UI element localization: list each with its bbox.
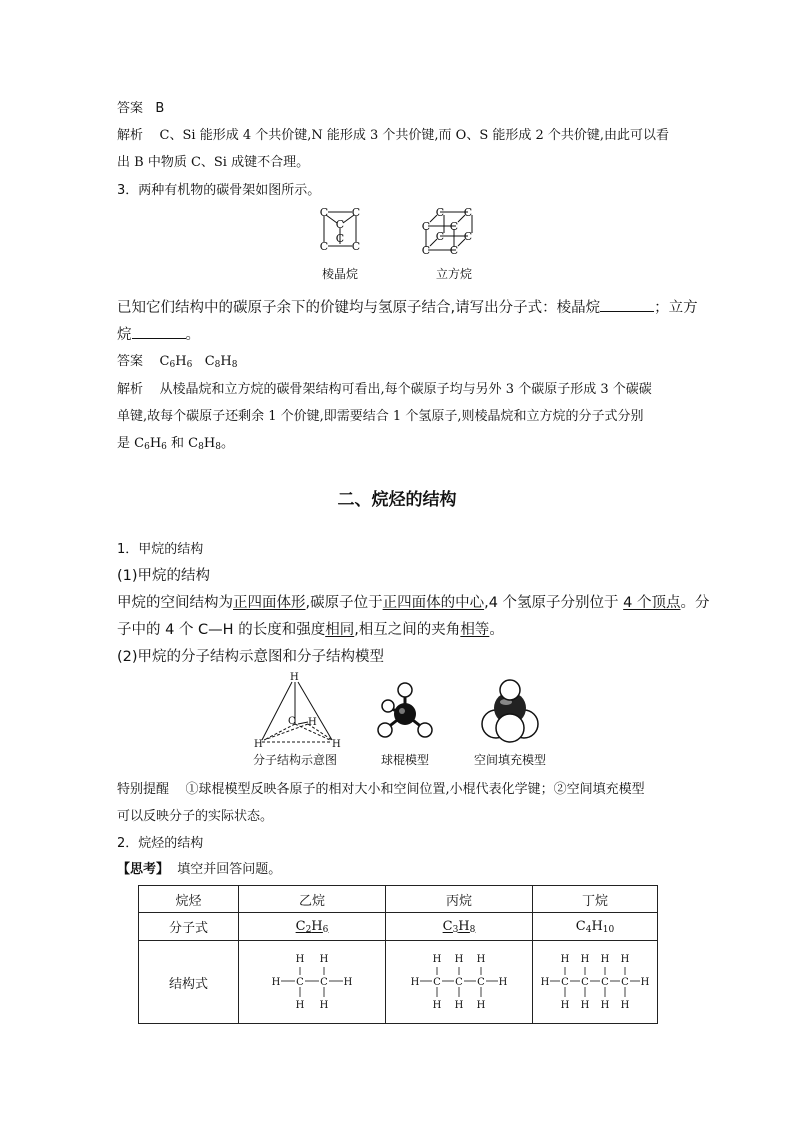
s1-sub2: (2)甲烷的分子结构示意图和分子结构模型 xyxy=(117,649,385,665)
hydrogen-atom: H xyxy=(476,954,486,965)
q3-question-line1: 已知它们结构中的碳原子余下的价键均与氢原子结合,请写出分子式：棱晶烷 ；立方 xyxy=(117,296,698,317)
hydrogen-atom: H xyxy=(295,1000,305,1011)
header-cell: 乙烷 xyxy=(239,886,386,913)
cubane-atoms xyxy=(422,206,472,257)
svg-text:C: C xyxy=(335,218,345,231)
ethane-formula: $C_2H_6$ xyxy=(239,913,386,941)
think-line: 【思考】 填空并回答问题。 xyxy=(117,862,282,877)
q3-analysis-line2: 单键,故每个碳原子还剩余 1 个价键,即需要结合 1 个氢原子,则棱晶烷和立方烷的分子式分别 xyxy=(117,409,644,424)
hydrogen-atom: H xyxy=(580,954,590,965)
svg-text:C: C xyxy=(421,220,431,233)
ball-stick-model xyxy=(378,683,432,737)
tip-label: 特别提醒 xyxy=(117,782,170,797)
table-row-structure: 结构式 H C H H C H H H H C H H C H H C H H H H C H H C H H C H H C H H H xyxy=(139,941,658,1024)
butane-structure xyxy=(533,941,657,1019)
q2-analysis-line1 xyxy=(117,124,669,143)
methane-para-line2: 子中的 4 个 C—H 的长度和强度相同,相互之间的夹角相等。 xyxy=(117,622,504,638)
ethane-structure xyxy=(239,941,385,1019)
alkane-table xyxy=(138,885,658,1024)
hydrogen-atom: H xyxy=(432,1000,442,1011)
s1-sub1: (1)甲烷的结构 xyxy=(117,568,211,584)
cubane-formula: $C_8H_8$ xyxy=(204,354,238,370)
hydrogen-atom: H xyxy=(432,954,442,965)
hydrogen-atom: H xyxy=(640,977,650,988)
methane-para-line1: 甲烷的空间结构为正四面体形,碳原子位于正四面体的中心,4 个氢原子分别位于 4 个顶点。分 xyxy=(117,595,710,611)
hydrogen-atom: H xyxy=(476,1000,486,1011)
fig-caption-ball-stick: 球棍模型 xyxy=(380,753,430,767)
svg-text:C: C xyxy=(435,230,445,243)
svg-text:H: H xyxy=(308,717,317,728)
hydrogen-atom: H xyxy=(454,1000,464,1011)
cubane-label: 立方烷 xyxy=(435,267,473,281)
hydrogen-atom: H xyxy=(600,954,610,965)
section-title: 二、烷烃的结构 xyxy=(337,490,457,510)
hydrogen-atom: H xyxy=(560,1000,570,1011)
tip-line2: 可以反映分子的实际状态。 xyxy=(117,809,274,824)
header-cell: 烷烃 xyxy=(139,886,239,913)
svg-text:C: C xyxy=(335,232,345,245)
carbon-atom: C xyxy=(296,977,304,988)
s1-heading: 1．甲烷的结构 xyxy=(117,542,204,557)
svg-text:C: C xyxy=(449,220,459,233)
methane-figures xyxy=(240,668,570,770)
hydrogen-atom: H xyxy=(498,977,508,988)
space-filling-model xyxy=(482,680,538,742)
answer-label: 答案 xyxy=(117,101,144,116)
propane-structure xyxy=(386,941,532,1019)
analysis-label: 解析 xyxy=(117,128,144,143)
answer-value: B xyxy=(155,101,165,116)
svg-text:C: C xyxy=(449,244,459,257)
svg-text:C: C xyxy=(421,244,431,257)
table-header-row xyxy=(139,886,658,913)
hydrogen-atom: H xyxy=(343,977,353,988)
header-cell: 丁烷 xyxy=(533,886,658,913)
carbon-atom: C xyxy=(601,977,609,988)
carbon-atom: C xyxy=(433,977,441,988)
cubane-formula-blank[interactable] xyxy=(132,324,186,339)
hydrogen-atom: H xyxy=(580,1000,590,1011)
hydrogen-atom: H xyxy=(620,954,630,965)
svg-text:H: H xyxy=(254,739,263,750)
analysis-text: C、Si 能形成 4 个共价键,N 能形成 3 个共价键,而 O、S 能形成 2 个共价键,由此可以看 xyxy=(159,128,670,143)
propane-formula: $C_3H_8$ xyxy=(386,913,533,941)
butane-formula: $C_4H_{10}$ xyxy=(533,913,658,941)
prismane-label: 棱晶烷 xyxy=(321,267,359,281)
carbon-atom: C xyxy=(621,977,629,988)
svg-text:C: C xyxy=(463,206,473,219)
fig-caption-structure: 分子结构示意图 xyxy=(252,753,338,767)
hydrogen-atom: H xyxy=(600,1000,610,1011)
carbon-atom: C xyxy=(581,977,589,988)
carbon-atom: C xyxy=(320,977,328,988)
fig-caption-space-filling: 空间填充模型 xyxy=(473,753,547,767)
svg-text:C: C xyxy=(288,716,296,727)
carbon-atom: C xyxy=(477,977,485,988)
svg-text:C: C xyxy=(319,206,329,219)
svg-text:C: C xyxy=(319,240,329,253)
methane-tetrahedron xyxy=(262,682,332,742)
hydrogen-atom: H xyxy=(454,954,464,965)
tip-line1: 特别提醒 ①球棍模型反映各原子的相对大小和空间位置,小棍代表化学键；②空间填充模型 xyxy=(117,782,645,797)
hydrogen-atom: H xyxy=(540,977,550,988)
q3-analysis-line1: 解析 从棱晶烷和立方烷的碳骨架结构可看出,每个碳原子均与另外 3 个碳原子形成 3 个碳碳 xyxy=(117,382,652,397)
hydrogen-atom: H xyxy=(319,954,329,965)
svg-text:H: H xyxy=(332,739,341,750)
svg-text:C: C xyxy=(463,230,473,243)
hydrogen-atom: H xyxy=(620,1000,630,1011)
hydrogen-atom: H xyxy=(319,1000,329,1011)
q2-answer xyxy=(117,97,164,116)
hydrogen-atom: H xyxy=(410,977,420,988)
s2-heading: 2．烷烃的结构 xyxy=(117,836,204,851)
header-cell: 丙烷 xyxy=(386,886,533,913)
q3-stem: 3．两种有机物的碳骨架如图所示。 xyxy=(117,183,321,198)
svg-text:H: H xyxy=(290,672,299,683)
svg-text:C: C xyxy=(435,206,445,219)
q3-question-line2: 烷 。 xyxy=(117,323,200,344)
hydrogen-atom: H xyxy=(295,954,305,965)
q3-analysis-line3: 是 $C_6H_6$ 和 $C_8H_8$。 xyxy=(117,436,234,452)
svg-text:C: C xyxy=(351,206,361,219)
carbon-atom: C xyxy=(455,977,463,988)
carbon-skeleton-figure xyxy=(300,200,500,288)
hydrogen-atom: H xyxy=(271,977,281,988)
hydrogen-atom: H xyxy=(560,954,570,965)
prismane-formula-blank[interactable] xyxy=(600,297,654,312)
table-row-formula: 分子式 $C_2H_6$ $C_3H_8$ $C_4H_{10}$ xyxy=(139,913,658,941)
prismane-formula: $C_6H_6$ xyxy=(159,354,193,370)
q2-analysis-line2: 出 B 中物质 C、Si 成键不合理。 xyxy=(117,155,310,170)
carbon-atom: C xyxy=(561,977,569,988)
q3-answer: 答案 $C_6H_6$ $C_8H_8$ xyxy=(117,354,238,370)
svg-text:C: C xyxy=(351,240,361,253)
